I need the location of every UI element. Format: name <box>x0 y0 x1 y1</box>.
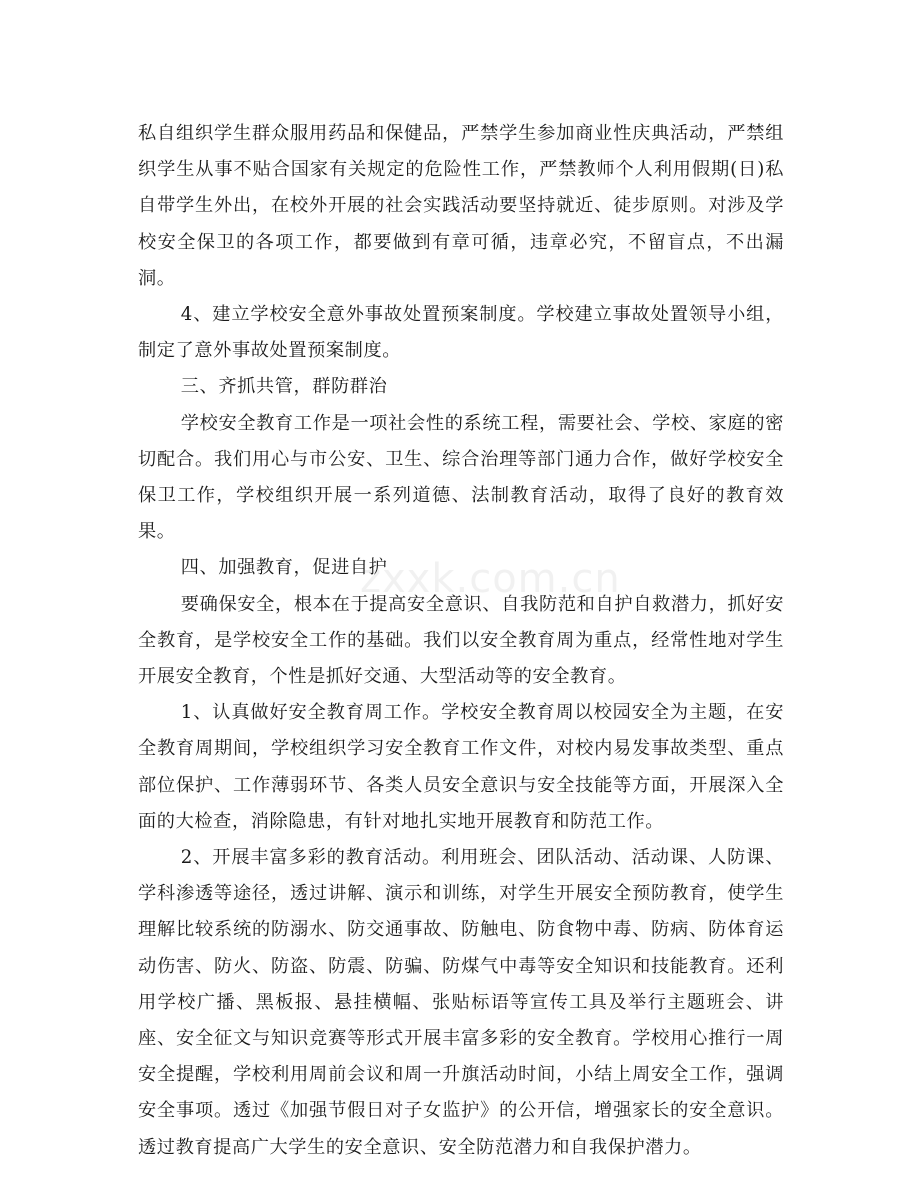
paragraph-social-cooperation: 学校安全教育工作是一项社会性的系统工程，需要社会、学校、家庭的密切配合。我们用心与市公安、卫生、综合治理等部门通力合作，做好学校安全保卫工作，学校组织开展一系列道德、法制教育活动，取得了良好的教育效果。 <box>138 412 784 543</box>
watermark: zxxk.com.cn <box>360 556 621 602</box>
paragraph-safety-foundation: 要确保安全，根本在于提高安全意识、自我防范和自护自救潜力，抓好安全教育，是学校安全工作的基础。我们以安全教育周为重点，经常性地对学生开展安全教育，个性是抓好交通、大型活动等的安全教育。 <box>138 593 784 688</box>
section-heading-three: 三、齐抓共管，群防群治 <box>180 376 388 398</box>
paragraph-continuation: 私自组织学生群众服用药品和保健品，严禁学生参加商业性庆典活动，严禁组织学生从事不贴合国家有关规定的危险性工作，严禁教师个人利用假期(日)私自带学生外出，在校外开展的社会实践活动要坚持就近、徒步原则。对涉及学校安全保卫的各项工作，都要做到有章可循，违章必究，不留盲点，不出漏洞。 <box>138 123 784 289</box>
section-heading-four: 四、加强教育，促进自护 <box>180 557 388 579</box>
paragraph-education-activities: 2、开展丰富多彩的教育活动。利用班会、团队活动、活动课、人防课、学科渗透等途径，透过讲解、演示和训练，对学生开展安全预防教育，使学生理解比较系统的防溺水、防交通事故、防触电、防食物中毒、防病、防体育运动伤害、防火、防盗、防震、防骗、防煤气中毒等安全知识和技能教育。还利用学校广播、黑板报、悬挂横幅、张贴标语等宣传工具及举行主题班会、讲座、安全征文与知识竞赛等形式开展丰富多彩的安全教育。学校用心推行一周安全提醒，学校利用周前会议和周一升旗活动时间，小结上周安全工作，强调安全事项。透过《加强节假日对子女监护》的公开信，增强家长的安全意识。透过教育提高广大学生的安全意识、安全防范潜力和自我保护潜力。 <box>138 847 784 1158</box>
paragraph-safety-week: 1、认真做好安全教育周工作。学校安全教育周以校园安全为主题，在安全教育周期间，学校组织学习安全教育工作文件，对校内易发事故类型、重点部位保护、工作薄弱环节、各类人员安全意识与安全技能等方面，开展深入全面的大检查，消除隐患，有针对地扎实地开展教育和防范工作。 <box>138 702 784 832</box>
document-body <box>138 116 784 1166</box>
paragraph-accident-plan: 4、建立学校安全意外事故处置预案制度。学校建立事故处置领导小组，制定了意外事故处置预案制度。 <box>138 304 784 362</box>
